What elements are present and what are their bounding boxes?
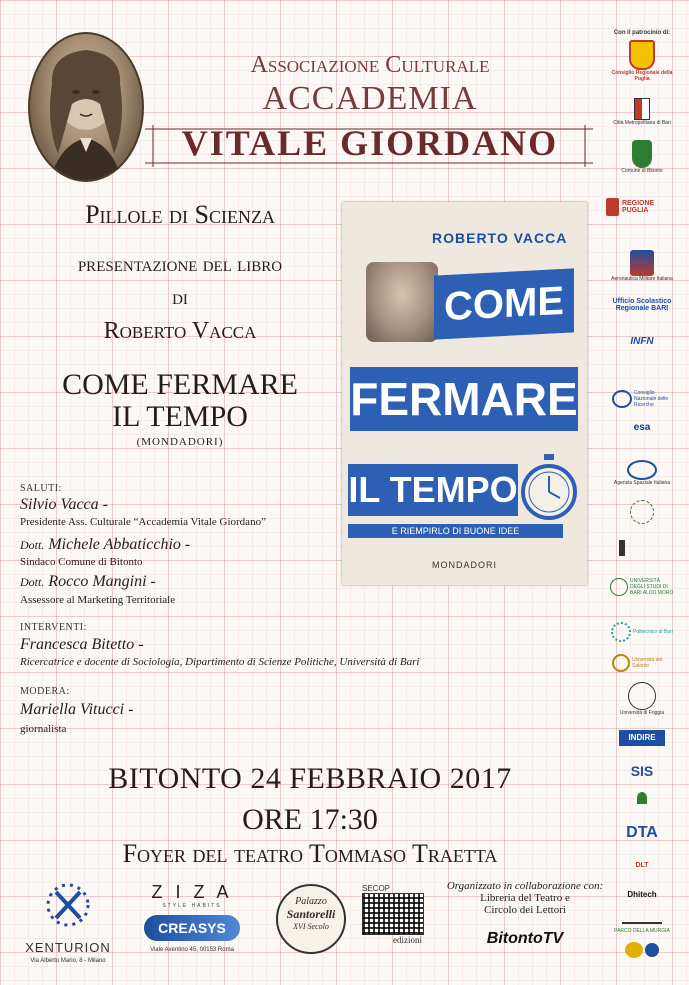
association-label: Associazione Culturale xyxy=(250,52,490,78)
logo-unifg xyxy=(606,682,678,716)
logo-label: INDIRE xyxy=(619,730,665,746)
logo-circle xyxy=(606,500,678,524)
kuma-icon xyxy=(622,914,662,924)
saluti-person-3: Dott. Rocco Mangini - xyxy=(20,573,156,590)
logo-anniversary xyxy=(606,942,678,958)
logo-label: Consiglio Regionale della Puglia xyxy=(611,70,673,82)
emblem-icon xyxy=(619,540,665,556)
logo-parco: PARCO DELLA MURGIA xyxy=(614,928,670,934)
speaker-name: Silvio Vacca xyxy=(20,496,99,513)
ziza-subtitle: STYLE HABITS xyxy=(162,903,222,909)
unifg-seal-icon xyxy=(628,682,656,710)
logo-esa: esa xyxy=(633,422,651,433)
crest-icon xyxy=(632,140,652,168)
secop-logo xyxy=(362,884,432,948)
poliba-icon xyxy=(611,622,631,642)
org-line1: Organizzato in collaborazione con: xyxy=(446,880,604,892)
speaker-role: giornalista xyxy=(20,723,67,735)
regione-shield-icon xyxy=(606,198,619,216)
event-time: ORE 17:30 xyxy=(242,803,378,836)
logo-label: Università di Foggia xyxy=(619,710,665,716)
palazzo-line2: Santorelli xyxy=(286,907,336,921)
di-label: di xyxy=(172,285,188,309)
uniba-seal-icon xyxy=(610,578,628,596)
ziza-logo: Z I Z A xyxy=(151,882,233,902)
bitonto-tv-logo: BitontoTV xyxy=(486,930,564,947)
palazzo-line1: Palazzo xyxy=(295,896,327,907)
speaker-name: Francesca Bitetto xyxy=(20,636,135,653)
interventi-label: INTERVENTI: xyxy=(20,622,87,633)
cover-word-come: COME xyxy=(434,268,574,339)
modera-label: MODERA: xyxy=(20,686,70,697)
saluti-person-1: Silvio Vacca - xyxy=(20,496,108,513)
logo-usr-bari: Ufficio Scolastico Regionale BARI xyxy=(612,298,672,312)
logo-infn: INFN xyxy=(630,336,654,347)
logo-label: Città Metropolitana di Bari xyxy=(613,120,671,126)
cover-publisher: MONDADORI xyxy=(432,560,497,570)
logo-regione-puglia xyxy=(606,198,678,216)
saluti-person-2: Dott. Michele Abbaticchio - xyxy=(20,536,191,553)
xenturion-address: Via Alberto Mario, 8 - Milano xyxy=(30,958,106,964)
logo-cnr xyxy=(606,390,678,408)
logo-unisalento xyxy=(606,654,678,672)
logo-label: Consiglio Nazionale delle Ricerche xyxy=(634,390,669,408)
creasys-address: Viale Aventino 45, 00153 Roma xyxy=(150,947,234,953)
logo-dhitech: Dhitech xyxy=(627,890,657,899)
speaker-name: Michele Abbaticchio xyxy=(48,536,181,553)
logo-consiglio-regionale xyxy=(606,40,678,82)
xenturion-logo xyxy=(18,880,118,970)
logo-label: Comune di Bitonto xyxy=(621,168,663,174)
tree-icon xyxy=(637,792,647,804)
secop-label: SECOP xyxy=(362,884,391,893)
logo-pair xyxy=(606,540,678,556)
stopwatch-icon xyxy=(520,454,578,522)
publisher-label: (MONDADORI) xyxy=(136,436,224,448)
logo-dta xyxy=(606,824,678,842)
logo-dlt: DLT xyxy=(635,862,649,869)
cover-word-fermare: FERMARE xyxy=(350,367,578,431)
creasys-logo: CREASYS xyxy=(144,915,240,941)
interventi-person: Francesca Bitetto - xyxy=(20,636,144,653)
logo-label: Aeronautica Militare Italiana xyxy=(611,276,673,282)
circle-emblem-icon xyxy=(630,500,654,524)
speaker-role: Assessore al Marketing Territoriale xyxy=(20,594,176,606)
book-title-1: COME FERMARE xyxy=(62,368,298,401)
logo-label: Politecnico di Bari xyxy=(633,629,673,635)
org-line3: Circolo dei Lettori xyxy=(484,904,566,916)
moderator: Mariella Vitucci - xyxy=(20,701,134,718)
asi-orbit-icon xyxy=(627,460,657,480)
cover-author: ROBERTO VACCA xyxy=(432,230,568,246)
academy-name: VITALE GIORDANO xyxy=(181,123,559,163)
flag-icon xyxy=(634,98,650,120)
book-title-2: IL TEMPO xyxy=(112,400,248,433)
xenturion-name: XENTURION xyxy=(25,940,111,955)
cnr-icon xyxy=(612,390,632,408)
patronage-title: Con il patrocinio di: xyxy=(613,30,671,36)
logo-indire xyxy=(606,730,678,746)
logo-comune-bitonto xyxy=(606,140,678,174)
logo-poliba xyxy=(606,622,678,642)
logo-tree xyxy=(606,792,678,804)
speaker-role: Ricercatrice e docente di Sociologia, Dipartimento di Scienze Politiche, Università di Bari xyxy=(20,656,420,668)
speaker-prefix: Dott. xyxy=(20,575,45,589)
author-photo xyxy=(366,262,438,342)
speaker-name: Rocco Mangini xyxy=(48,573,147,590)
logo-label: SIS xyxy=(630,763,654,779)
logo-label: UNIVERSITÀ DEGLI STUDI DI BARI ALDO MORO xyxy=(630,578,674,596)
speaker-name: Mariella Vitucci xyxy=(20,701,125,718)
logo-uniba xyxy=(606,578,678,596)
palazzo-santorelli-logo xyxy=(276,884,346,954)
shield-icon xyxy=(629,40,655,70)
speaker-role: Sindaco Comune di Bitonto xyxy=(20,556,143,568)
organization-block xyxy=(440,880,610,948)
series-title: Pillole di Scienza xyxy=(85,200,275,229)
book-cover xyxy=(342,202,587,585)
unisalento-icon xyxy=(612,654,630,672)
presentation-label: presentazione del libro xyxy=(77,252,283,276)
logo-label: Università del Salento xyxy=(632,657,663,669)
academy-title: ACCADEMIA xyxy=(262,80,478,117)
logo-sis xyxy=(606,760,678,782)
saluti-label: SALUTI: xyxy=(20,483,62,494)
xenturion-icon xyxy=(38,880,98,930)
logo-asi xyxy=(606,460,678,486)
secop-edizioni: edizioni xyxy=(393,935,422,945)
logo-label: Agenzia Spaziale Italiana xyxy=(613,480,671,486)
cover-word-iltempo: IL TEMPO xyxy=(348,464,518,516)
palazzo-line3: XVI Secolo xyxy=(293,922,329,931)
logo-citta-metropolitana xyxy=(606,98,678,126)
org-line2: Libreria del Teatro e xyxy=(480,892,570,904)
event-date: BITONTO 24 FEBBRAIO 2017 xyxy=(108,762,512,795)
portrait-engraving xyxy=(28,32,144,182)
logo-kuma xyxy=(606,914,678,924)
secop-pattern xyxy=(362,893,424,935)
cover-tagline: E RIEMPIRLO DI BUONE IDEE xyxy=(348,524,563,538)
author-name: Roberto Vacca xyxy=(103,318,257,344)
ziza-creasys-block xyxy=(132,882,252,972)
logo-label: DTA xyxy=(626,824,658,841)
speaker-role: Presidente Ass. Culturale “Accademia Vitale Giordano” xyxy=(20,516,266,528)
anniversary-icon xyxy=(625,942,643,958)
lions-icon xyxy=(645,943,659,957)
logo-label: REGIONE PUGLIA xyxy=(621,200,655,214)
logo-aeronautica xyxy=(606,250,678,282)
event-place: Foyer del teatro Tommaso Traetta xyxy=(122,839,498,868)
speaker-prefix: Dott. xyxy=(20,538,45,552)
eagle-crest-icon xyxy=(630,250,654,276)
